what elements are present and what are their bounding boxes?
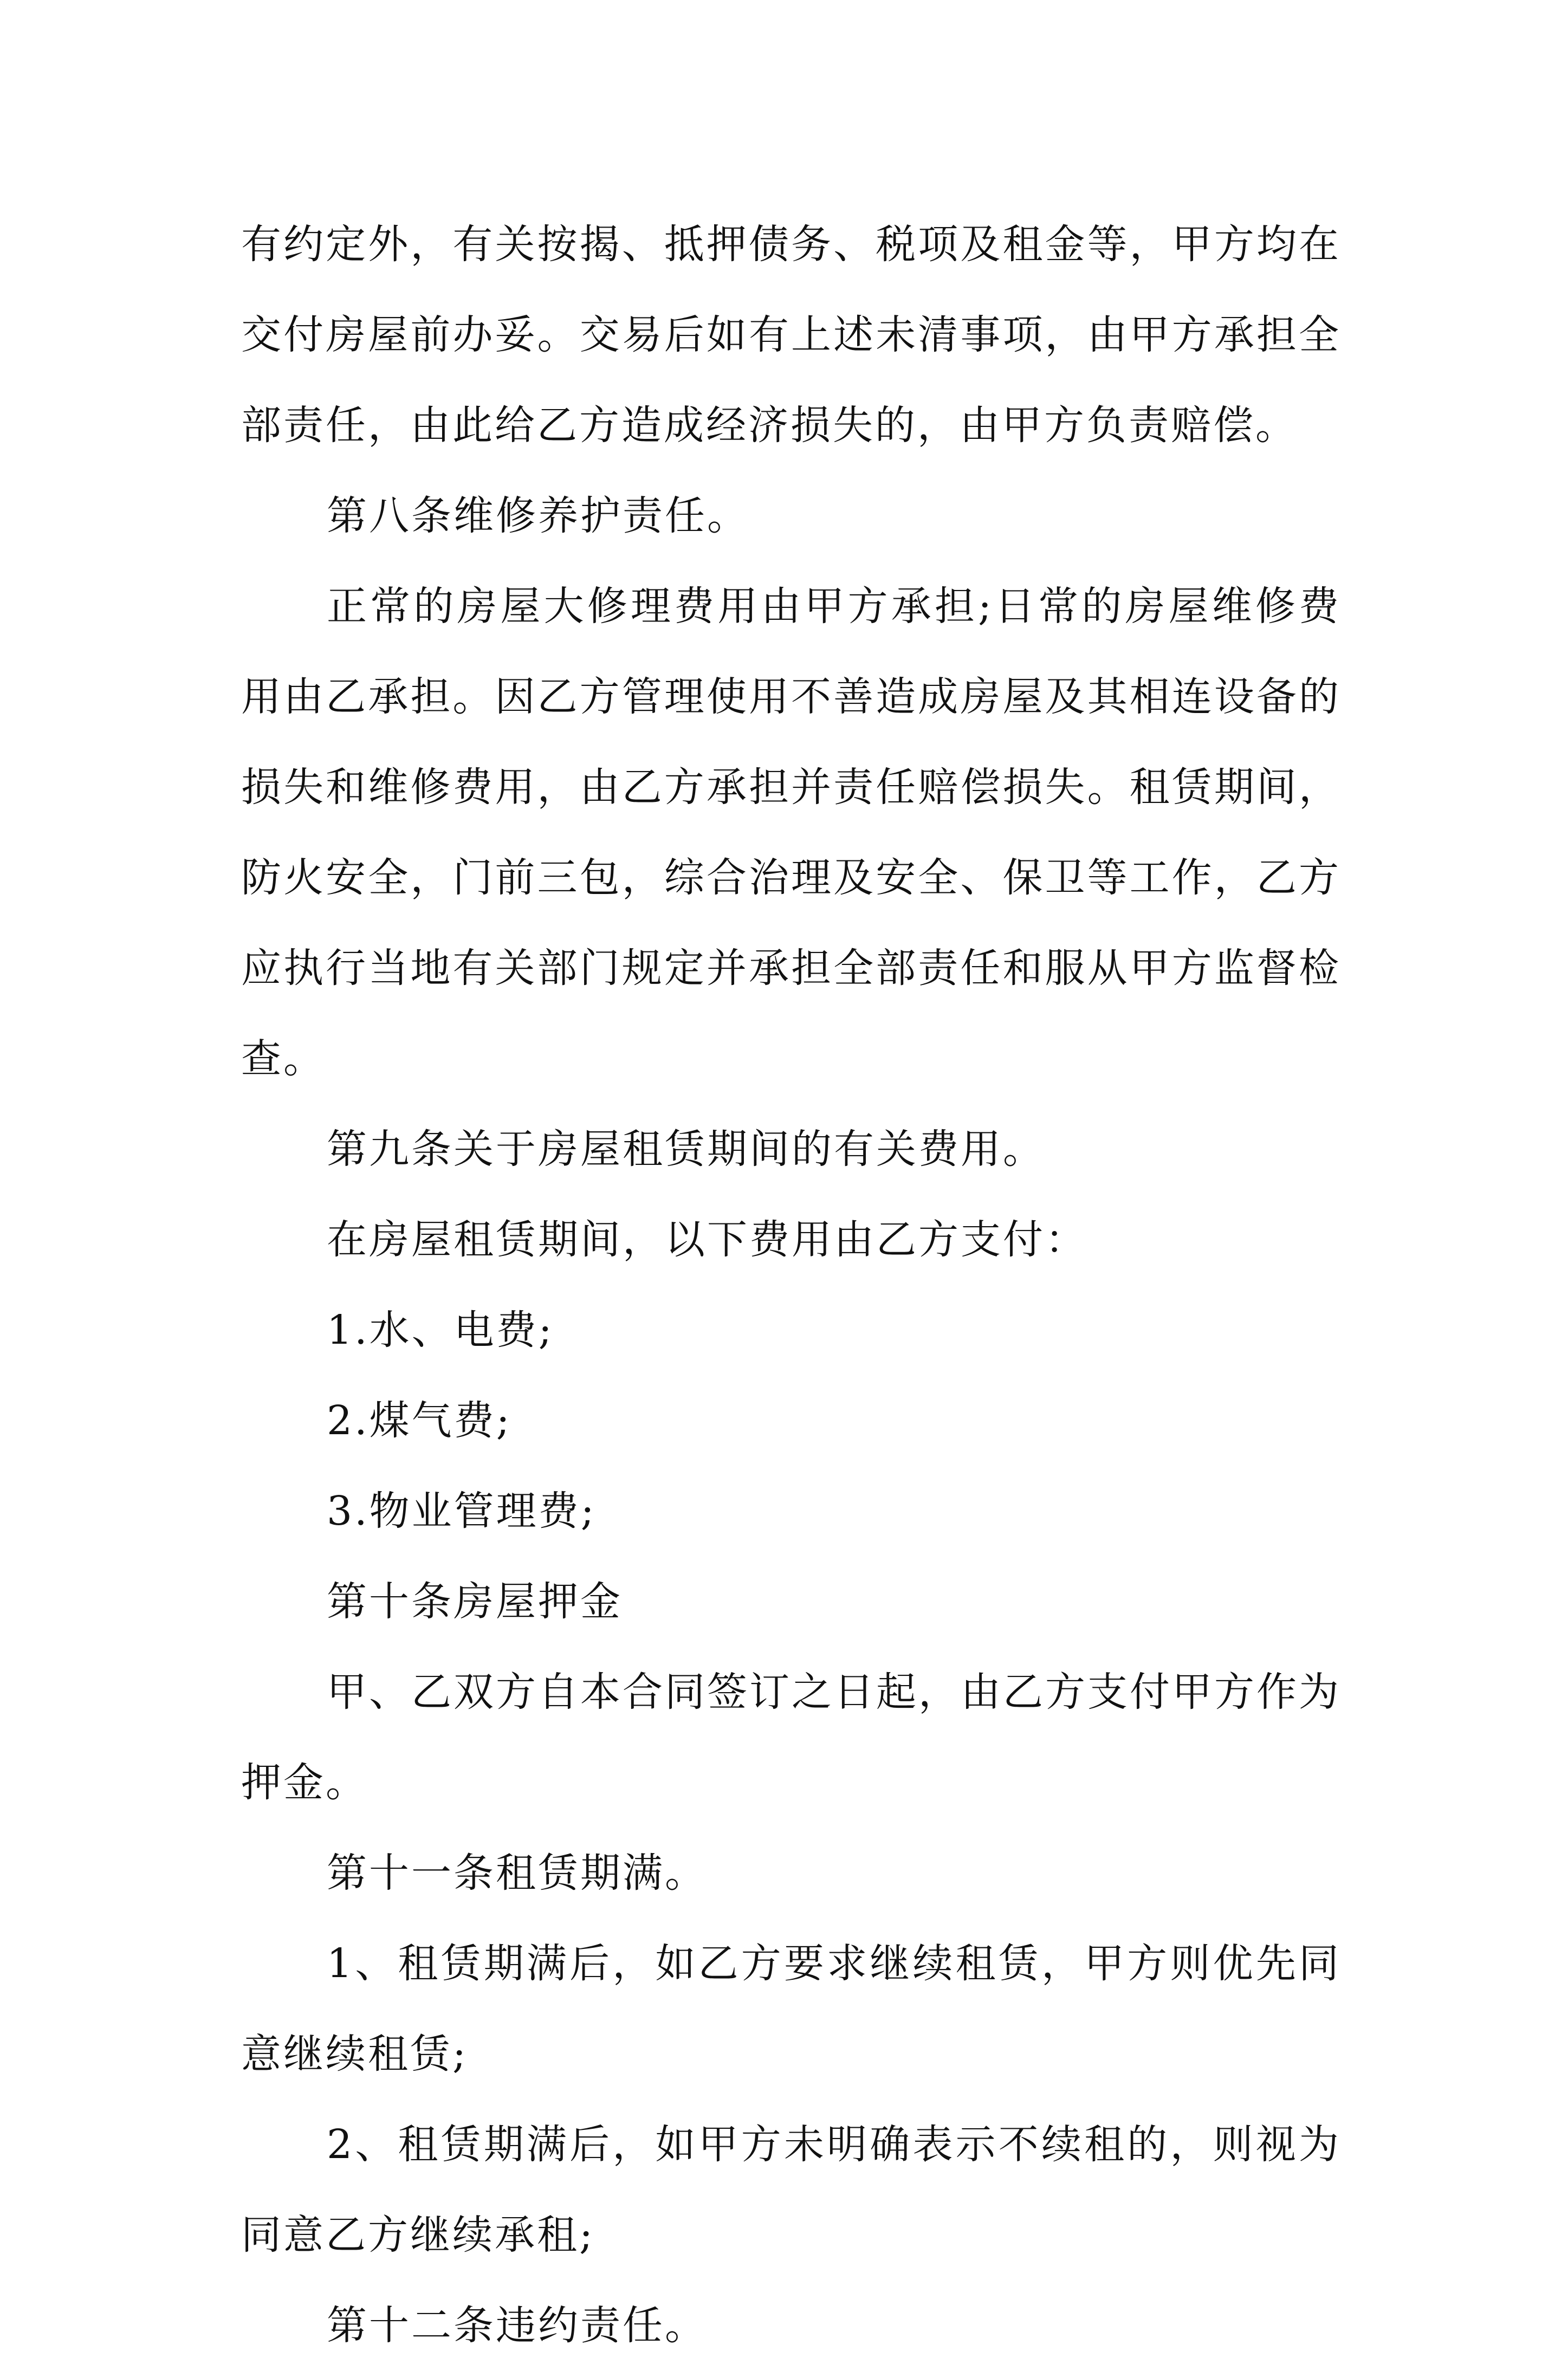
paragraph-continuation: 有约定外，有关按揭、抵押债务、税项及租金等，甲方均在交付房屋前办妥。交易后如有上述未清事项，由甲方承担全部责任，由此给乙方造成经济损失的，由甲方负责赔偿。 <box>241 221 1341 449</box>
article-12-heading: 第十二条违约责任。 <box>327 2302 707 2349</box>
article-11-item-1: 1、租赁期满后，如乙方要求继续租赁，甲方则优先同意继续租赁; <box>241 1940 1341 2077</box>
document-body <box>241 199 1341 2371</box>
article-9-item-3: 3.物业管理费; <box>327 1488 597 1534</box>
article-8-body: 正常的房屋大修理费用由甲方承担;日常的房屋维修费用由乙承担。因乙方管理使用不善造成房屋及其相连设备的损失和维修费用，由乙方承担并责任赔偿损失。租赁期间，防火安全，门前三包，综合治理及安全、保卫等工作，乙方应执行当地有关部门规定并承担全部责任和服从甲方监督检查。 <box>241 583 1341 1082</box>
article-10-heading: 第十条房屋押金 <box>327 1578 623 1625</box>
article-8-heading: 第八条维修养护责任。 <box>327 493 749 539</box>
article-9-item-1: 1.水、电费; <box>327 1307 554 1353</box>
article-11-heading: 第十一条租赁期满。 <box>327 1850 707 1896</box>
article-9-heading: 第九条关于房屋租赁期间的有关费用。 <box>327 1126 1045 1172</box>
article-10-body: 甲、乙双方自本合同签订之日起，由乙方支付甲方作为押金。 <box>241 1669 1341 1806</box>
article-11-item-2: 2、租赁期满后，如甲方未明确表示不续租的，则视为同意乙方继续承租; <box>241 2121 1341 2258</box>
article-9-intro: 在房屋租赁期间，以下费用由乙方支付： <box>327 1216 1087 1263</box>
article-9-item-2: 2.煤气费; <box>327 1397 512 1444</box>
